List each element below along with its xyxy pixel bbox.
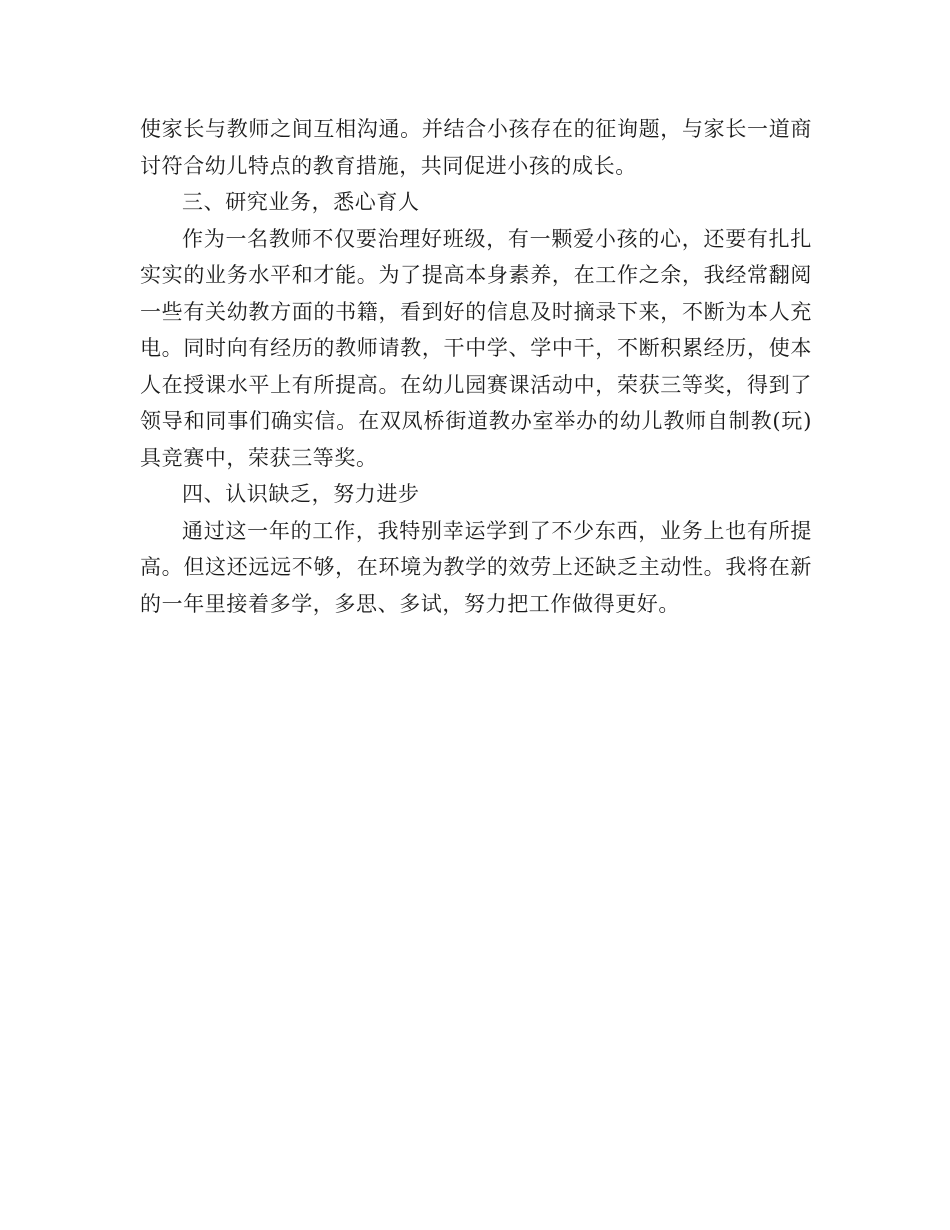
body-paragraph-research: 作为一名教师不仅要治理好班级，有一颗爱小孩的心，还要有扎扎实实的业务水平和才能。为了提高本身素养，在工作之余，我经常翻阅一些有关幼教方面的书籍，看到好的信息及时摘录下来，不断为本人充电。同时向有经历的教师请教，干中学、学中干，不断积累经历，使本人在授课水平上有所提高。在幼儿园赛课活动中，荣获三等奖，得到了领导和同事们确实信。在双凤桥街道教办室举办的幼儿教师自制教(玩)具竞赛中，荣获三等奖。 <box>140 226 812 470</box>
section-heading-4: 四、认识缺乏，努力进步 <box>182 482 420 506</box>
section-heading-3: 三、研究业务，悉心育人 <box>182 190 420 214</box>
body-paragraph-improvement: 通过这一年的工作，我特别幸运学到了不少东西，业务上也有所提高。但这还远远不够，在环境为教学的效劳上还缺乏主动性。我将在新的一年里接着多学，多思、多试，努力把工作做得更好。 <box>140 518 812 616</box>
document-body <box>140 111 812 622</box>
body-paragraph-continued: 使家长与教师之间互相沟通。并结合小孩存在的征询题，与家长一道商讨符合幼儿特点的教育措施，共同促进小孩的成长。 <box>140 117 812 178</box>
